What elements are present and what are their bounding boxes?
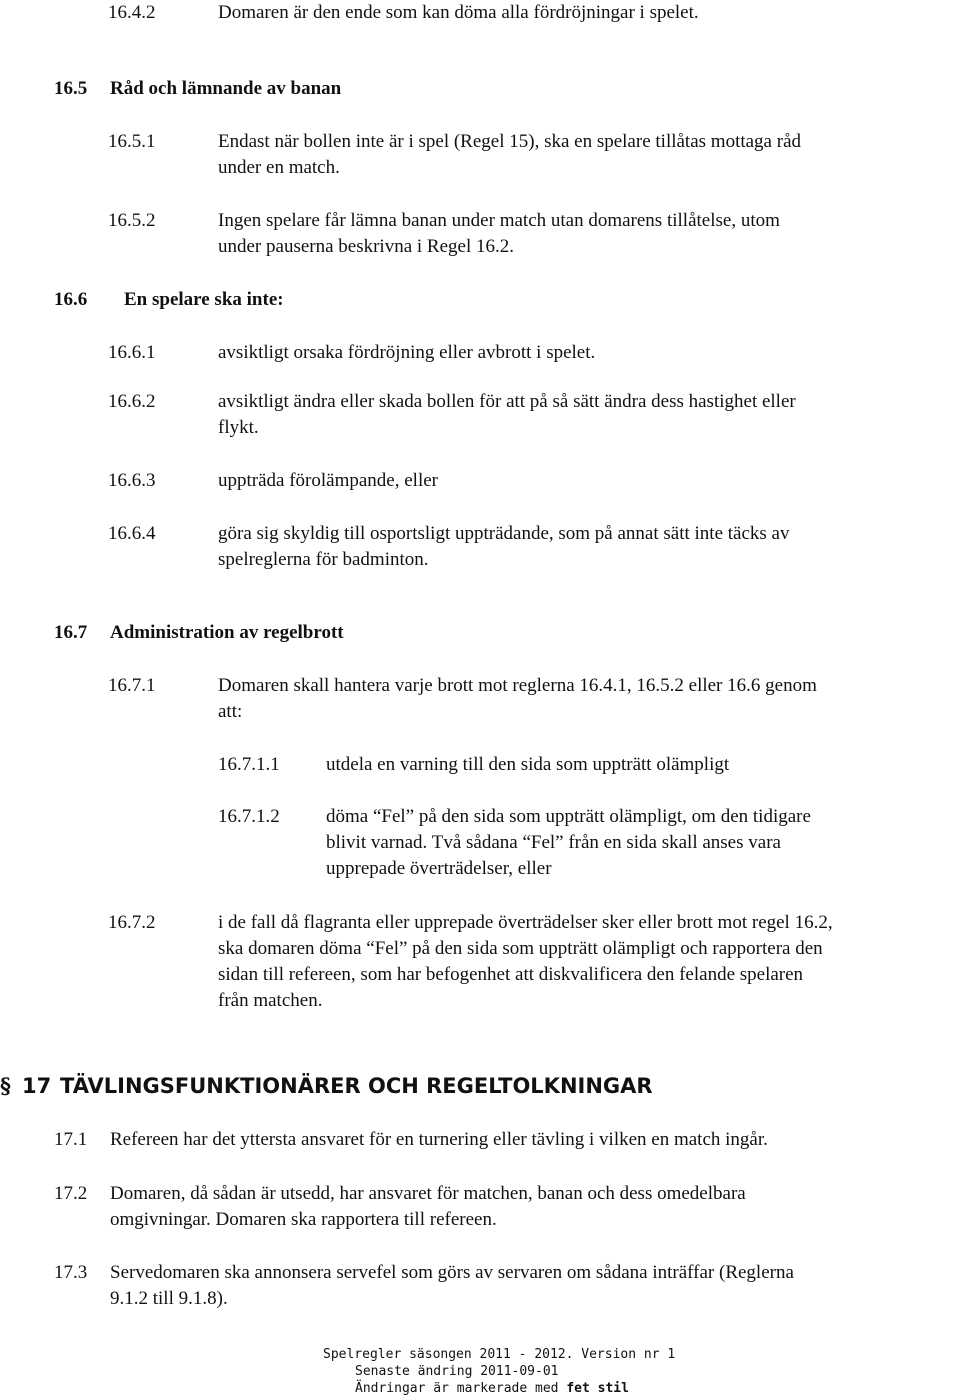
rule-text: att:: [218, 701, 243, 722]
section-number: 16.7.1.1: [218, 754, 280, 775]
rule-text: upprepade överträdelser, eller: [326, 858, 552, 879]
rule-text: döma “Fel” på den sida som uppträtt olämpligt, om den tidigare: [326, 806, 811, 827]
section-number: 17.1: [54, 1129, 88, 1150]
rule-text: Ingen spelare får lämna banan under match utan domarens tillåtelse, utom: [218, 210, 780, 231]
rule-text: ska domaren döma “Fel” på den sida som uppträtt olämpligt och rapportera den: [218, 938, 823, 959]
rule-text: omgivningar. Domaren ska rapportera till refereen.: [110, 1209, 497, 1230]
rule-text: Servedomaren ska annonsera servefel som görs av servaren om sådana inträffar (Reglerna: [110, 1262, 794, 1283]
footer-version: Spelregler säsongen 2011 - 2012. Version nr 1: [323, 1347, 676, 1362]
section-number: 16.6: [54, 289, 88, 310]
rule-text: sidan till refereen, som har befogenhet att diskvalificera den felande spelaren: [218, 964, 804, 985]
rule-text: blivit varnad. Två sådana “Fel” från en sida skall anses vara: [326, 832, 781, 853]
section-number: 16.6.3: [108, 470, 156, 491]
rule-text: spelreglerna för badminton.: [218, 549, 429, 570]
section-number: 16.7: [54, 622, 88, 643]
rule-text: Domaren skall hantera varje brott mot reglerna 16.4.1, 16.5.2 eller 16.6 genom: [218, 675, 817, 696]
section-number: 16.7.1: [108, 675, 156, 696]
footer-date: Senaste ändring 2011-09-01: [355, 1364, 559, 1379]
section-number: 17.2: [54, 1183, 88, 1204]
chapter-heading: [0, 1071, 653, 1101]
section-number: 16.6.1: [108, 342, 156, 363]
section-number: 16.5: [54, 78, 88, 99]
footer-note-bold: fet stil: [566, 1381, 629, 1396]
section-number: 16.7.1.2: [218, 806, 280, 827]
rule-text: under pauserna beskrivna i Regel 16.2.: [218, 236, 514, 257]
section-number: 16.5.2: [108, 210, 156, 231]
rule-text: avsiktligt ändra eller skada bollen för att på så sätt ändra dess hastighet eller: [218, 391, 796, 412]
section-heading: Råd och lämnande av banan: [110, 78, 342, 99]
chapter-number: 17: [22, 1074, 52, 1098]
rule-text: i de fall då flagranta eller upprepade överträdelser sker eller brott mot regel 16.2,: [218, 912, 833, 933]
rule-text: avsiktligt orsaka fördröjning eller avbrott i spelet.: [218, 342, 596, 363]
section-number: 16.6.2: [108, 391, 156, 412]
footer-note: [355, 1380, 685, 1397]
section-number: 16.6.4: [108, 523, 156, 544]
rule-text: från matchen.: [218, 990, 323, 1011]
rule-text: Refereen har det yttersta ansvaret för en turnering eller tävling i vilken en match ingår.: [110, 1129, 768, 1150]
section-heading: Administration av regelbrott: [110, 622, 344, 643]
rule-text: under en match.: [218, 157, 340, 178]
footer-note-text: Ändringar är markerade med: [355, 1381, 567, 1396]
rule-text: Domaren är den ende som kan döma alla fördröjningar i spelet.: [218, 2, 699, 23]
rule-text: Endast när bollen inte är i spel (Regel 15), ska en spelare tillåtas mottaga råd: [218, 131, 801, 152]
section-heading: En spelare ska inte:: [124, 289, 284, 310]
section-number: 17.3: [54, 1262, 88, 1283]
section-number: 16.5.1: [108, 131, 156, 152]
rule-text: uppträda förolämpande, eller: [218, 470, 438, 491]
rule-text: göra sig skyldig till osportsligt uppträdande, som på annat sätt inte täcks av: [218, 523, 790, 544]
rule-text: utdela en varning till den sida som uppträtt olämpligt: [326, 754, 730, 775]
rule-text: Domaren, då sådan är utsedd, har ansvaret för matchen, banan och dess omedelbara: [110, 1183, 746, 1204]
section-number: 16.4.2: [108, 2, 156, 23]
chapter-title: TÄVLINGSFUNKTIONÄRER OCH REGELTOLKNINGAR: [60, 1074, 653, 1098]
rule-text: flykt.: [218, 417, 259, 438]
section-number: 16.7.2: [108, 912, 156, 933]
rule-text: 9.1.2 till 9.1.8).: [110, 1288, 228, 1309]
section-symbol: §: [0, 1073, 11, 1098]
